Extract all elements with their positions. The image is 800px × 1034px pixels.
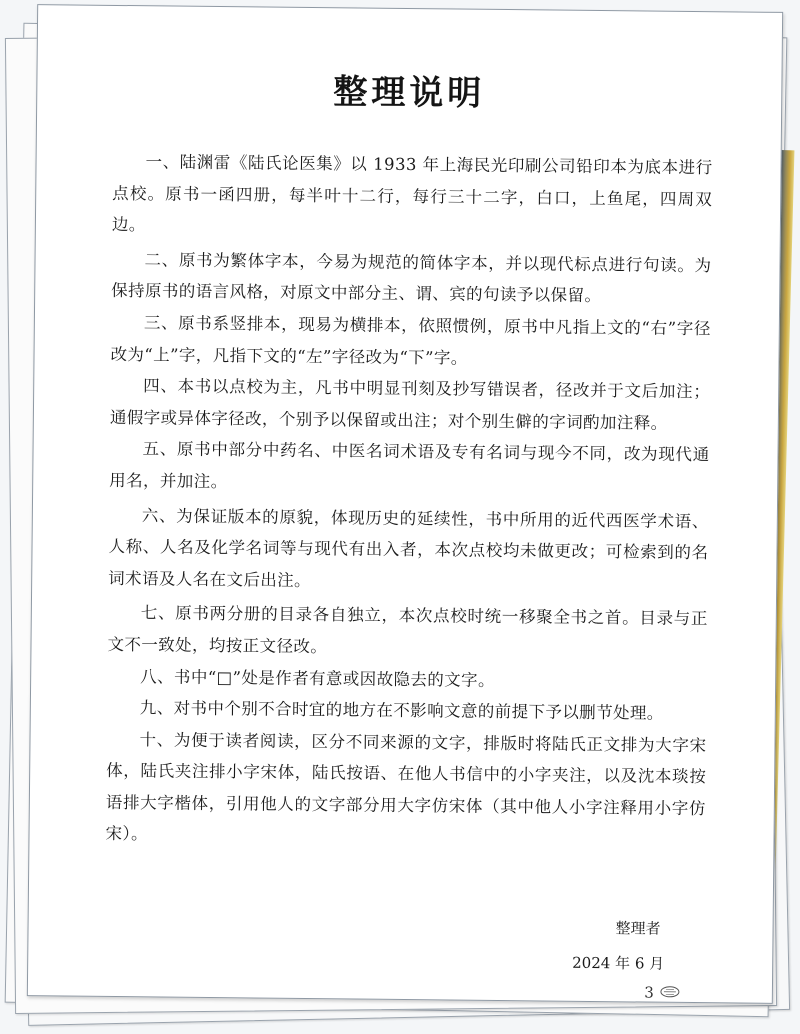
paragraph-10: 十、为便于读者阅读，区分不同来源的文字，排版时将陆氏正文排为大字宋体，陆氏夹注排小字宋体，陆氏按语、在他人书信中的小字夹注，以及沈本琰按语排大字楷体，引用他人的文字部分用大字仿宋体（其中他人小字注释用小字仿宋）。: [105, 729, 707, 844]
paragraph-3: 三、原书系竖排本，现易为横排本，依照惯例，原书中凡指上文的“右”字径改为“上”字，凡指下文的“左”字径改为“下”字。: [110, 313, 711, 368]
paragraph-8: 八、书中“□”处是作者有意或因故隐去的文字。: [140, 666, 496, 690]
library-stamp-icon: [660, 986, 680, 998]
paragraph-1: 一、陆渊雷《陆氏论医集》以 1933 年上海民光印刷公司铅印本为底本进行点校。原书一函四册，每半叶十二行，每行三十二字，白口，上鱼尾，四周双边。: [111, 152, 713, 235]
paragraph-9: 九、对书中个别不合时宜的地方在不影响文意的前提下予以删节处理。: [139, 698, 664, 723]
paragraph-4: 四、本书以点校为主，凡书中明显刊刻及抄写错误者，径改并于文后加注；通假字或异体字径改，个别予以保留或出注；对个别生僻的字词酌加注释。: [109, 376, 711, 433]
signature-block: [572, 917, 665, 974]
paragraph-2: 二、原书为繁体字本，今易为规范的简体字本，并以现代标点进行句读。为保持原书的语言风格，对原文中部分主、谓、宾的句读予以保留。: [111, 250, 712, 306]
paragraph-7: 七、原书两分册的目录各自独立，本次点校时统一移聚全书之首。目录与正文不一致处，均按正文径改。: [107, 603, 708, 657]
document-body: [105, 146, 712, 856]
page-number: 3: [644, 983, 654, 1002]
paragraph-6: 六、为保证版本的原貌，体现历史的延续性，书中所用的近代西医学术语、人称、人名及化学名词等与现代有出入者，本次点校均未做更改；可检索到的名词术语及人名在文后出注。: [108, 505, 709, 590]
document-page: [27, 4, 783, 1004]
signature-label: 整理者: [615, 919, 661, 938]
signature-date: 2024 年 6 月: [572, 953, 665, 973]
paragraph-5: 五、原书中部分中药名、中医名词术语及专有名词与现今不同，改为现代通用名，并加注。: [109, 439, 710, 492]
page-title: 整理说明: [333, 72, 486, 114]
